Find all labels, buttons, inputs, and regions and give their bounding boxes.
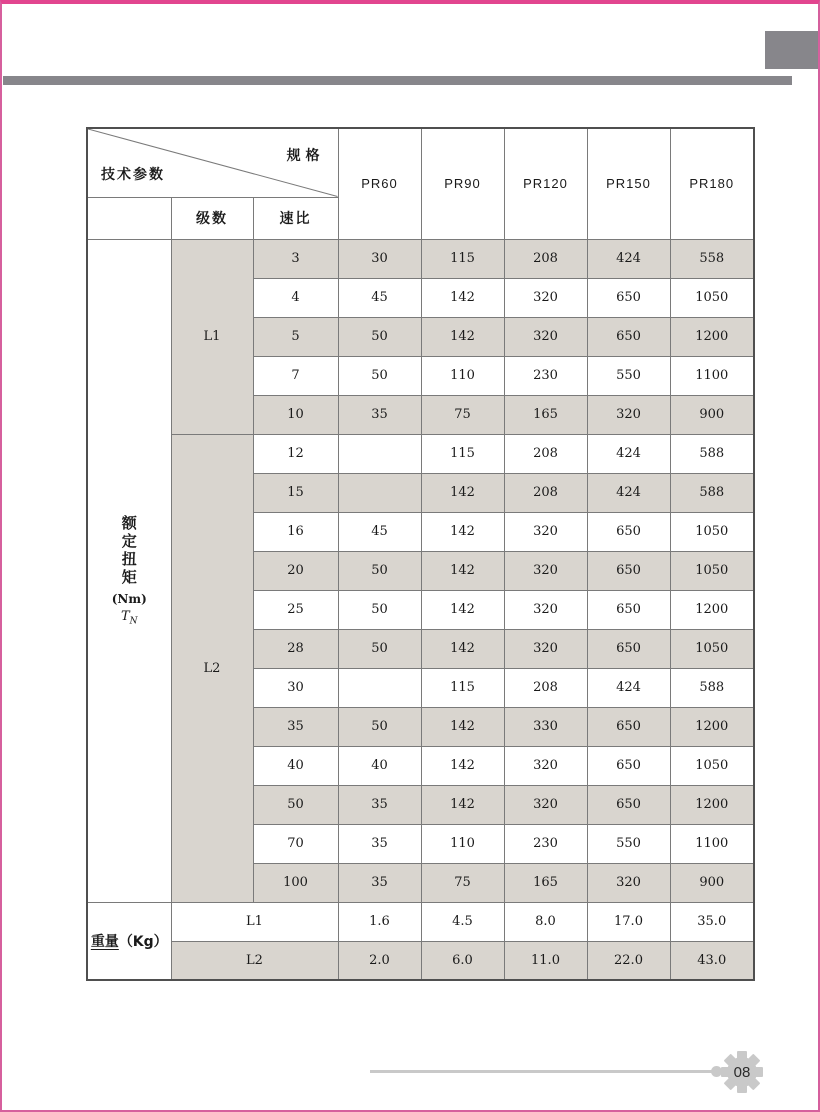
torque-value-pr90-ratio-20: 142 bbox=[421, 551, 504, 590]
torque-label-group bbox=[88, 515, 171, 627]
weight-value-pr90-l1: 4.5 bbox=[421, 902, 504, 941]
torque-value-pr180-ratio-50: 1200 bbox=[670, 785, 754, 824]
torque-value-pr60-ratio-100: 35 bbox=[338, 863, 421, 902]
torque-value-pr90-ratio-50: 142 bbox=[421, 785, 504, 824]
torque-value-pr150-ratio-10: 320 bbox=[587, 395, 670, 434]
torque-value-pr90-ratio-3: 115 bbox=[421, 239, 504, 278]
torque-value-pr150-ratio-50: 650 bbox=[587, 785, 670, 824]
stage-cell-l1: L1 bbox=[171, 239, 253, 434]
ratio-cell: 15 bbox=[253, 473, 338, 512]
torque-value-pr60-ratio-30 bbox=[338, 668, 421, 707]
torque-value-pr60-ratio-16: 45 bbox=[338, 512, 421, 551]
torque-value-pr150-ratio-7: 550 bbox=[587, 356, 670, 395]
torque-value-pr90-ratio-7: 110 bbox=[421, 356, 504, 395]
torque-value-pr150-ratio-20: 650 bbox=[587, 551, 670, 590]
torque-value-pr150-ratio-35: 650 bbox=[587, 707, 670, 746]
weight-unit: （Kg） bbox=[118, 933, 168, 950]
torque-symbol: $T_N$ bbox=[120, 608, 138, 627]
column-header-pr120: PR120 bbox=[504, 128, 587, 239]
weight-label-text: 重量 bbox=[90, 933, 119, 950]
ratio-cell: 5 bbox=[253, 317, 338, 356]
torque-value-pr180-ratio-30: 588 bbox=[670, 668, 754, 707]
weight-value-pr60-l2: 2.0 bbox=[338, 941, 421, 980]
torque-value-pr90-ratio-28: 142 bbox=[421, 629, 504, 668]
torque-label-text: 额定扭矩 bbox=[119, 514, 138, 587]
ratio-cell: 28 bbox=[253, 629, 338, 668]
torque-value-pr180-ratio-28: 1050 bbox=[670, 629, 754, 668]
torque-value-pr90-ratio-4: 142 bbox=[421, 278, 504, 317]
column-header-pr90: PR90 bbox=[421, 128, 504, 239]
torque-value-pr180-ratio-7: 1100 bbox=[670, 356, 754, 395]
ratio-cell: 4 bbox=[253, 278, 338, 317]
ratio-cell: 30 bbox=[253, 668, 338, 707]
torque-value-pr120-ratio-7: 230 bbox=[504, 356, 587, 395]
torque-value-pr150-ratio-28: 650 bbox=[587, 629, 670, 668]
corner-label-spec: 规 格 bbox=[286, 148, 320, 164]
ratio-cell: 40 bbox=[253, 746, 338, 785]
torque-value-pr180-ratio-10: 900 bbox=[670, 395, 754, 434]
torque-value-pr60-ratio-50: 35 bbox=[338, 785, 421, 824]
torque-value-pr120-ratio-10: 165 bbox=[504, 395, 587, 434]
torque-row-label bbox=[87, 239, 171, 902]
torque-value-pr120-ratio-40: 320 bbox=[504, 746, 587, 785]
torque-value-pr150-ratio-40: 650 bbox=[587, 746, 670, 785]
torque-value-pr150-ratio-30: 424 bbox=[587, 668, 670, 707]
torque-value-pr120-ratio-16: 320 bbox=[504, 512, 587, 551]
torque-value-pr60-ratio-35: 50 bbox=[338, 707, 421, 746]
weight-value-pr180-l1: 35.0 bbox=[670, 902, 754, 941]
stage-cell-l2: L2 bbox=[171, 434, 253, 902]
torque-value-pr180-ratio-70: 1100 bbox=[670, 824, 754, 863]
torque-value-pr120-ratio-28: 320 bbox=[504, 629, 587, 668]
torque-value-pr60-ratio-3: 30 bbox=[338, 239, 421, 278]
gearbox-spec-table bbox=[86, 127, 755, 981]
weight-value-pr150-l2: 22.0 bbox=[587, 941, 670, 980]
torque-value-pr90-ratio-10: 75 bbox=[421, 395, 504, 434]
header-gray-block bbox=[765, 31, 818, 69]
ratio-cell: 10 bbox=[253, 395, 338, 434]
subheader-ratio: 速比 bbox=[253, 197, 338, 239]
torque-value-pr120-ratio-35: 330 bbox=[504, 707, 587, 746]
torque-value-pr150-ratio-15: 424 bbox=[587, 473, 670, 512]
torque-value-pr180-ratio-20: 1050 bbox=[670, 551, 754, 590]
subheader-stage: 级数 bbox=[171, 197, 253, 239]
torque-value-pr90-ratio-25: 142 bbox=[421, 590, 504, 629]
ratio-cell: 3 bbox=[253, 239, 338, 278]
torque-value-pr90-ratio-100: 75 bbox=[421, 863, 504, 902]
torque-value-pr150-ratio-100: 320 bbox=[587, 863, 670, 902]
torque-value-pr90-ratio-16: 142 bbox=[421, 512, 504, 551]
weight-value-pr180-l2: 43.0 bbox=[670, 941, 754, 980]
torque-value-pr90-ratio-30: 115 bbox=[421, 668, 504, 707]
column-header-pr150: PR150 bbox=[587, 128, 670, 239]
torque-value-pr120-ratio-100: 165 bbox=[504, 863, 587, 902]
torque-value-pr90-ratio-5: 142 bbox=[421, 317, 504, 356]
weight-stage-l2: L2 bbox=[171, 941, 338, 980]
torque-value-pr120-ratio-4: 320 bbox=[504, 278, 587, 317]
torque-value-pr120-ratio-15: 208 bbox=[504, 473, 587, 512]
torque-value-pr60-ratio-7: 50 bbox=[338, 356, 421, 395]
torque-value-pr120-ratio-70: 230 bbox=[504, 824, 587, 863]
torque-value-pr60-ratio-25: 50 bbox=[338, 590, 421, 629]
torque-value-pr60-ratio-70: 35 bbox=[338, 824, 421, 863]
ratio-cell: 12 bbox=[253, 434, 338, 473]
torque-value-pr120-ratio-30: 208 bbox=[504, 668, 587, 707]
torque-value-pr120-ratio-12: 208 bbox=[504, 434, 587, 473]
torque-value-pr180-ratio-40: 1050 bbox=[670, 746, 754, 785]
torque-value-pr120-ratio-3: 208 bbox=[504, 239, 587, 278]
ratio-cell: 16 bbox=[253, 512, 338, 551]
column-header-pr180: PR180 bbox=[670, 128, 754, 239]
torque-value-pr180-ratio-12: 588 bbox=[670, 434, 754, 473]
torque-value-pr180-ratio-16: 1050 bbox=[670, 512, 754, 551]
torque-value-pr90-ratio-35: 142 bbox=[421, 707, 504, 746]
weight-value-pr120-l1: 8.0 bbox=[504, 902, 587, 941]
ratio-cell: 20 bbox=[253, 551, 338, 590]
weight-row-label bbox=[87, 902, 171, 980]
page-number-gear-icon bbox=[720, 1050, 764, 1094]
torque-unit: (Nm) bbox=[111, 591, 147, 606]
torque-value-pr150-ratio-16: 650 bbox=[587, 512, 670, 551]
torque-value-pr60-ratio-40: 40 bbox=[338, 746, 421, 785]
footer-rule-line bbox=[370, 1070, 716, 1073]
torque-value-pr90-ratio-70: 110 bbox=[421, 824, 504, 863]
torque-value-pr60-ratio-10: 35 bbox=[338, 395, 421, 434]
torque-value-pr150-ratio-4: 650 bbox=[587, 278, 670, 317]
subheader-empty-cell bbox=[87, 197, 171, 239]
header-divider-bar bbox=[3, 76, 792, 85]
torque-value-pr60-ratio-20: 50 bbox=[338, 551, 421, 590]
ratio-cell: 100 bbox=[253, 863, 338, 902]
torque-value-pr150-ratio-3: 424 bbox=[587, 239, 670, 278]
torque-value-pr60-ratio-4: 45 bbox=[338, 278, 421, 317]
ratio-cell: 50 bbox=[253, 785, 338, 824]
weight-value-pr150-l1: 17.0 bbox=[587, 902, 670, 941]
torque-value-pr180-ratio-15: 588 bbox=[670, 473, 754, 512]
torque-value-pr120-ratio-5: 320 bbox=[504, 317, 587, 356]
corner-label-params: 技术参数 bbox=[101, 166, 165, 183]
weight-value-pr120-l2: 11.0 bbox=[504, 941, 587, 980]
torque-value-pr150-ratio-25: 650 bbox=[587, 590, 670, 629]
torque-value-pr90-ratio-12: 115 bbox=[421, 434, 504, 473]
torque-value-pr90-ratio-15: 142 bbox=[421, 473, 504, 512]
ratio-cell: 35 bbox=[253, 707, 338, 746]
torque-value-pr180-ratio-25: 1200 bbox=[670, 590, 754, 629]
torque-value-pr60-ratio-12 bbox=[338, 434, 421, 473]
torque-value-pr150-ratio-5: 650 bbox=[587, 317, 670, 356]
ratio-cell: 25 bbox=[253, 590, 338, 629]
column-header-pr60: PR60 bbox=[338, 128, 421, 239]
torque-value-pr180-ratio-4: 1050 bbox=[670, 278, 754, 317]
torque-value-pr150-ratio-70: 550 bbox=[587, 824, 670, 863]
table-corner-cell bbox=[87, 128, 338, 197]
torque-value-pr60-ratio-28: 50 bbox=[338, 629, 421, 668]
torque-value-pr120-ratio-50: 320 bbox=[504, 785, 587, 824]
torque-value-pr60-ratio-15 bbox=[338, 473, 421, 512]
weight-stage-l1: L1 bbox=[171, 902, 338, 941]
torque-value-pr150-ratio-12: 424 bbox=[587, 434, 670, 473]
torque-value-pr180-ratio-3: 558 bbox=[670, 239, 754, 278]
torque-value-pr120-ratio-25: 320 bbox=[504, 590, 587, 629]
torque-value-pr60-ratio-5: 50 bbox=[338, 317, 421, 356]
torque-value-pr90-ratio-40: 142 bbox=[421, 746, 504, 785]
torque-value-pr180-ratio-5: 1200 bbox=[670, 317, 754, 356]
ratio-cell: 70 bbox=[253, 824, 338, 863]
torque-value-pr180-ratio-35: 1200 bbox=[670, 707, 754, 746]
page-number: 08 bbox=[733, 1064, 751, 1081]
weight-value-pr90-l2: 6.0 bbox=[421, 941, 504, 980]
torque-value-pr180-ratio-100: 900 bbox=[670, 863, 754, 902]
torque-value-pr120-ratio-20: 320 bbox=[504, 551, 587, 590]
weight-value-pr60-l1: 1.6 bbox=[338, 902, 421, 941]
ratio-cell: 7 bbox=[253, 356, 338, 395]
